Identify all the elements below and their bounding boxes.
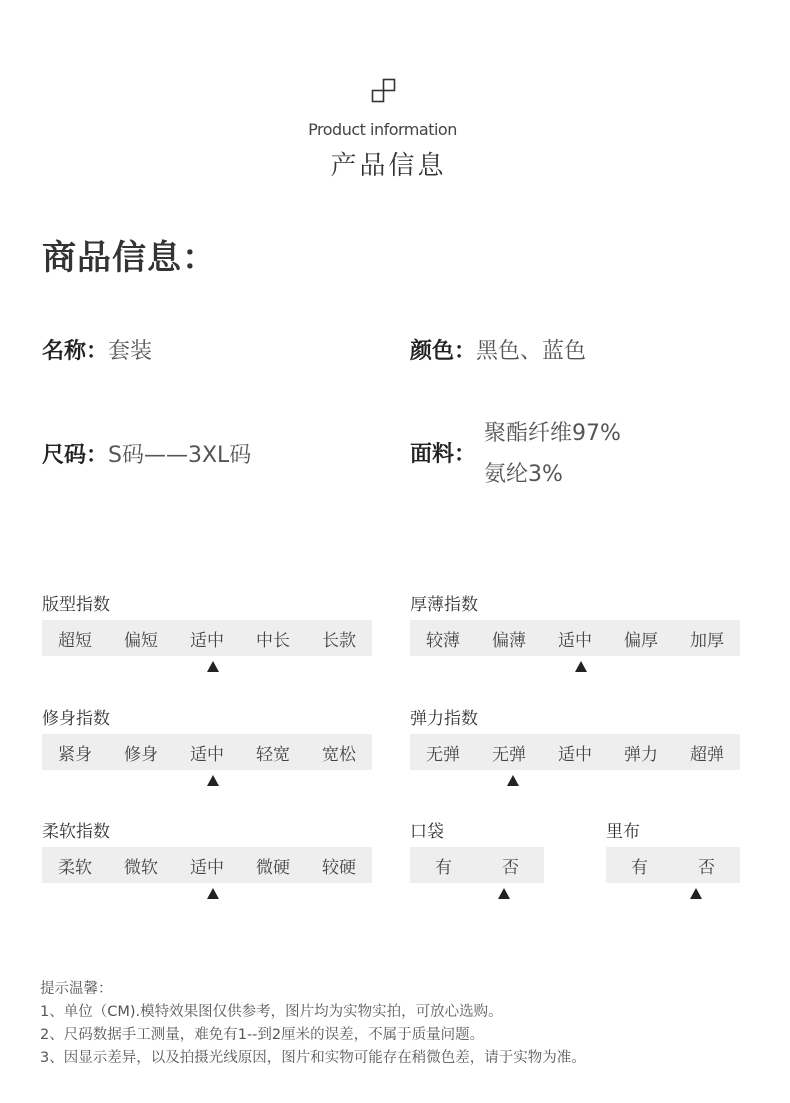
elasticity-option: 适中 (558, 744, 592, 765)
fit-option: 修身 (124, 744, 158, 765)
softness-option: 柔软 (58, 857, 92, 878)
info-fabric-value-1: 聚酯纤维97% (484, 421, 621, 446)
thickness-index-bar (410, 620, 740, 656)
version-option: 中长 (256, 630, 290, 651)
version-selected-marker-icon (207, 661, 219, 672)
lining-index-title: 里布 (606, 822, 640, 842)
version-option: 适中 (190, 630, 224, 651)
elasticity-option: 无弹 (492, 744, 526, 765)
header-chinese-title: 产品信息 (330, 151, 447, 181)
fit-index-bar (42, 734, 372, 770)
thickness-option: 偏厚 (624, 630, 658, 651)
tips-line: 3、因显示差异，以及拍摄光线原因，图片和实物可能存在稍微色差，请于实物为准。 (40, 1050, 586, 1066)
elasticity-option: 无弹 (426, 744, 460, 765)
thickness-option: 加厚 (690, 630, 724, 651)
pocket-option: 否 (502, 857, 519, 878)
pocket-index-bar (410, 847, 544, 883)
version-index-bar (42, 620, 372, 656)
header-english-title: Product information (308, 120, 457, 139)
fit-selected-marker-icon (207, 775, 219, 786)
thickness-index-title: 厚薄指数 (410, 595, 478, 615)
fit-option: 适中 (190, 744, 224, 765)
elasticity-index-title: 弹力指数 (410, 709, 478, 729)
tips-line: 1、单位（CM).模特效果图仅供参考，图片均为实物实拍，可放心选购。 (40, 1004, 503, 1020)
info-name-value: 套装 (108, 339, 153, 364)
thickness-selected-marker-icon (575, 661, 587, 672)
elasticity-index-bar (410, 734, 740, 770)
tips (40, 978, 586, 1070)
softness-option: 微硬 (256, 857, 290, 878)
info-color-value: 黑色、蓝色 (476, 339, 587, 364)
version-option: 偏短 (124, 630, 158, 651)
version-option: 超短 (58, 630, 92, 651)
version-option: 长款 (322, 630, 356, 651)
thickness-option: 适中 (558, 630, 592, 651)
version-index-title: 版型指数 (42, 595, 110, 615)
elasticity-option: 弹力 (624, 744, 658, 765)
lining-selected-marker-icon (690, 888, 702, 899)
thickness-option: 偏薄 (492, 630, 526, 651)
softness-option: 较硬 (322, 857, 356, 878)
tips-line: 2、尺码数据手工测量，难免有1--到2厘米的误差，不属于质量问题。 (40, 1027, 485, 1043)
section-title: 商品信息： (42, 238, 217, 278)
pocket-option: 有 (435, 857, 452, 878)
fit-option: 轻宽 (256, 744, 290, 765)
elasticity-option: 超弹 (690, 744, 724, 765)
softness-option: 适中 (190, 857, 224, 878)
thickness-option: 较薄 (426, 630, 460, 651)
info-size-label: 尺码： (42, 443, 109, 468)
info-color (410, 334, 586, 365)
lining-option: 有 (631, 857, 648, 878)
softness-index-title: 柔软指数 (42, 822, 110, 842)
softness-index-bar (42, 847, 372, 883)
info-color-label: 颜色： (410, 339, 477, 364)
elasticity-selected-marker-icon (507, 775, 519, 786)
lining-option: 否 (698, 857, 715, 878)
info-name-label: 名称： (42, 339, 109, 364)
info-name (42, 334, 152, 365)
linked-squares-icon (371, 78, 397, 104)
pocket-index-title: 口袋 (410, 822, 444, 842)
info-fabric-value-2: 氨纶3% (484, 462, 563, 487)
softness-selected-marker-icon (207, 888, 219, 899)
fit-option: 宽松 (322, 744, 356, 765)
fit-index-title: 修身指数 (42, 709, 110, 729)
tips-title: 提示温馨： (40, 981, 113, 997)
softness-option: 微软 (124, 857, 158, 878)
lining-index-bar (606, 847, 740, 883)
info-fabric-label: 面料： (410, 442, 477, 467)
info-size-value: S码——3XL码 (108, 443, 252, 468)
fit-option: 紧身 (58, 744, 92, 765)
pocket-selected-marker-icon (498, 888, 510, 899)
info-size (42, 438, 251, 469)
